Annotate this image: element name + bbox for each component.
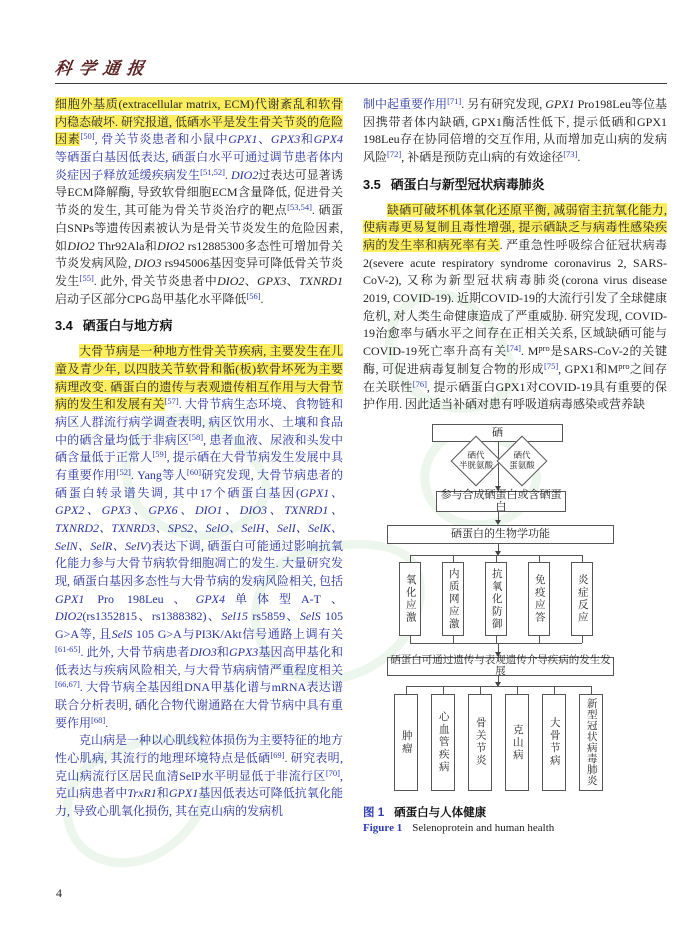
diamond-label-line: 硒代: [513, 449, 531, 460]
text-segment: GPX3: [228, 644, 259, 659]
flow-connector: [480, 686, 481, 694]
reference-superscript: [50]: [80, 131, 95, 142]
paragraph-keshan: [55, 732, 343, 820]
flow-connector: [517, 686, 518, 694]
text-segment: 等硒蛋白基因低表达, 硒蛋白水平可通过调节患者体内炎症因子释放延缓疾病发生: [55, 150, 343, 182]
text-segment: 之间存在关联性: [363, 361, 667, 394]
text-segment: rs12885300多态性可增加骨关节炎发病风险,: [55, 238, 343, 271]
reference-superscript: [76]: [412, 378, 427, 389]
flow-connector: [496, 555, 497, 562]
flow-box-keshan-disease: 克山病: [505, 694, 529, 791]
text-segment: 、: [286, 273, 299, 288]
two-column-body: [55, 96, 667, 836]
figure-label-zh: 图 1: [363, 806, 385, 819]
text-segment: 是SARS-CoV-2的关键酶, 可促进病毒复制复合物的形成: [363, 344, 667, 376]
left-column: [55, 96, 343, 836]
text-segment: 大骨节病是一种地方性骨关节疾病, 主要发生在儿童及青少年, 以四肢关节软骨和骺(板)软骨坏死为主要病理改变. 硒蛋白的遗传与表观遗传相互作用与大骨节病的发生和发展有关: [55, 344, 343, 412]
text-segment: pro: [618, 360, 630, 371]
section-heading-3-5: [363, 176, 667, 195]
text-segment: , 提示硒在大骨节病发生发展中具有重要作用: [55, 450, 343, 482]
text-segment: GPX1、GPX2、GPX3、GPX6、DIO1、DIO3、TXNRD1、TXNRD2、TXNRD3、SPS2、SelO、SelH、SelI、SelK、SelN、SelR、SelV: [55, 485, 343, 553]
masthead: [55, 54, 667, 79]
text-segment: 细胞外基质(extracellular matrix, ECM)代谢紊乱和软骨内稳态破坏. 研究报道, 低硒水平是发生骨关节炎的危险因素: [55, 97, 344, 147]
reference-superscript: [57]: [164, 396, 179, 407]
flow-connector: [582, 636, 583, 643]
flow-connector: [591, 686, 592, 694]
text-segment: 缺硒可破坏机体氧化还原平衡, 减弱宿主抗氧化能力, 使病毒更易复制且毒性增强, 提示硒缺乏与病毒性感染疾病的发生率和病死率有关: [363, 202, 667, 252]
flow-connector: [410, 555, 411, 562]
section-heading-3-4: [55, 317, 343, 336]
text-segment: Pro 198Leu、: [84, 591, 196, 606]
flow-box-inflammatory-response: 炎症反应: [571, 562, 593, 636]
figure-title-en: Selenoprotein and human health: [412, 822, 555, 835]
text-segment: 研究发现, 大骨节病患者的硒蛋白转录谱失调, 其中17个硒蛋白基因(: [55, 467, 343, 500]
text-segment: 启动子区部分CPG岛甲基化水平降低: [55, 291, 247, 306]
flow-connector: [410, 643, 582, 644]
flow-connector: [498, 512, 499, 520]
text-segment: 、: [244, 273, 258, 288]
text-segment: . M: [521, 344, 539, 359]
text-segment: 基因低表达可降低抗氧化能力, 导致心肌氧化损伤, 其在克山病的发病机: [55, 786, 343, 818]
masthead-rule: [55, 83, 667, 84]
text-segment: . 研究表明, 克山病流行区居民血清SelP水平明显低于非流行区: [55, 750, 343, 783]
flow-box-kashin-beck-disease: 大骨节病: [542, 694, 566, 791]
flow-connector: [406, 686, 591, 687]
flow-box-cardiovascular-disease: 心血管疾病: [431, 694, 455, 791]
text-segment: . 大骨节病生态环境、食物链和病区人群流行病学调查表明, 病区饮用水、土壤和食品中的硒含量均低于非病区: [55, 397, 343, 447]
text-segment: 、: [257, 132, 271, 147]
flow-connector: [406, 686, 407, 694]
text-segment: GPX1: [228, 132, 258, 147]
text-segment: 105 G>A与PI3K/Akt信号通路上调有关: [132, 627, 343, 642]
reference-superscript: [70]: [325, 767, 340, 778]
section-title: 硒蛋白与地方病: [82, 318, 173, 334]
reference-superscript: [71]: [447, 96, 462, 106]
text-segment: , 提示硒蛋白GPX1对COVID-19具有重要的保护作用. 因此适当补硒对患有呼吸道病毒感染或营养缺: [363, 379, 667, 412]
reference-superscript: [66,67]: [55, 679, 80, 690]
paragraph-kashin-beck: [55, 343, 343, 732]
text-segment: , 补硒是预防克山病的有效途径: [401, 150, 564, 165]
text-segment: . 另有研究发现,: [461, 97, 546, 111]
section-number: 3.5: [363, 176, 381, 192]
text-segment: 基因高甲基化和低表达与疾病风险相关, 与大骨节病病情严重程度相关: [55, 644, 343, 677]
flow-connector: [410, 636, 411, 643]
flow-connector: [539, 636, 540, 643]
text-segment: DIO3: [134, 256, 162, 271]
text-segment: 单体型A-T、: [225, 591, 344, 606]
text-segment: DIO2: [55, 609, 83, 624]
text-segment: , GPX1和M: [558, 361, 619, 376]
text-segment: Thr92Ala和: [94, 238, 158, 253]
text-segment: TrxR1: [127, 786, 157, 801]
flow-connector: [496, 636, 497, 643]
paragraph-covid: [363, 202, 667, 414]
flow-box-disease-mediation: 硒蛋白可通过遗传与表观遗传介导疾病的发生发展: [387, 657, 614, 676]
text-segment: 105 G>A等, 且: [55, 609, 344, 642]
reference-superscript: [51,52]: [200, 166, 225, 177]
text-segment: .: [224, 167, 231, 182]
text-segment: SelS: [111, 627, 133, 642]
reference-superscript: [60]: [186, 466, 202, 477]
text-segment: pro: [538, 343, 550, 354]
flow-connector: [539, 555, 540, 562]
flow-connector: [443, 686, 444, 694]
reference-superscript: [53,54]: [287, 202, 312, 213]
reference-superscript: [59]: [152, 449, 167, 460]
reference-superscript: [68]: [91, 714, 106, 725]
diamond-label-line: 硒代: [467, 449, 485, 460]
text-segment: )表达下调, 硒蛋白可能通过影响抗氧化能力参与大骨节病软骨细胞凋亡的发生. 大量研究发现, 硒蛋白基因多态性与大骨节病的发病风险相关, 包括: [55, 538, 344, 589]
text-segment: GPX1: [545, 97, 575, 111]
text-segment: 过表达可显著诱导ECM降解酶, 导致软骨细胞ECM含量降低, 促进骨关节炎的发生, 其可能为骨关节炎治疗的靶点: [55, 167, 343, 218]
figure-caption-en: [363, 821, 667, 836]
text-segment: SelS: [299, 609, 321, 624]
text-segment: rs945006基因变异可降低骨关节炎发生: [55, 256, 343, 288]
flow-box-immune-response: 免疫应答: [528, 562, 550, 636]
flow-box-oxidative-stress: 氧化应激: [399, 562, 421, 636]
flow-box-osteoarthritis: 骨关节炎: [468, 694, 492, 791]
text-segment: GPX4: [195, 591, 225, 606]
text-segment: DIO2: [67, 238, 95, 253]
paragraph-osteoarthritis: [55, 96, 343, 308]
text-segment: . Yang等人: [130, 467, 187, 482]
text-segment: .: [260, 291, 264, 306]
text-segment: 和: [216, 644, 229, 659]
text-segment: 制中起重要作用: [363, 97, 448, 111]
flow-connector: [453, 555, 454, 562]
text-segment: DIO3: [189, 644, 217, 659]
diamond-label-line: 半胱氨酸: [458, 460, 493, 471]
flow-box-antioxidant-defense: 抗氧化防御: [485, 562, 507, 636]
flow-box-er-stress: 内质网应激: [442, 562, 464, 636]
reference-superscript: [73]: [563, 149, 578, 160]
text-segment: . 此外, 大骨节病患者: [80, 644, 190, 659]
text-segment: (rs1352815、rs1388382)、: [82, 609, 222, 624]
reference-superscript: [58]: [188, 431, 204, 442]
flow-box-synthesis: 参与合成硒蛋白或含硒蛋白: [436, 491, 566, 512]
text-segment: . 此外, 骨关节炎患者中: [93, 273, 218, 288]
paragraph-keshan-continued: [363, 96, 667, 167]
text-segment: .: [105, 715, 109, 730]
section-number: 3.4: [55, 318, 73, 334]
text-segment: , 患者血液、尿液和头发中硒含量低于正常人: [55, 432, 343, 465]
text-segment: DIO2: [231, 167, 259, 182]
text-segment: DIO2: [157, 238, 185, 253]
reference-superscript: [74]: [506, 343, 522, 354]
reference-superscript: [52]: [116, 466, 131, 477]
journal-logo: 科学通报: [53, 59, 153, 78]
flow-box-selenium: 硒: [432, 424, 563, 442]
section-title: 硒蛋白与新型冠状病毒肺炎: [390, 176, 545, 192]
flow-connector: [498, 544, 499, 551]
figure-caption: [363, 806, 667, 836]
right-column: [363, 96, 667, 836]
figure-label-en: Figure 1: [363, 822, 403, 835]
text-segment: GPX3: [270, 132, 301, 147]
reference-superscript: [75]: [543, 360, 559, 371]
flow-connector: [582, 555, 583, 562]
text-segment: 和: [300, 132, 314, 147]
text-segment: 和: [156, 786, 169, 801]
flow-box-covid-pneumonia: 新型冠状病毒肺炎: [579, 694, 603, 791]
text-segment: . 硒蛋白SNPs等遗传因素被认为是骨关节炎发生的危险因素, 如: [55, 203, 343, 253]
diamond-label-line: 蛋氨酸: [509, 460, 535, 471]
page-number: 4: [56, 886, 62, 900]
selenoprotein-flowchart: [363, 424, 667, 793]
text-segment: .: [577, 150, 581, 165]
text-segment: , 骨关节炎患者和小鼠中: [94, 132, 229, 147]
flow-diamond-label-selenomethionine: [495, 450, 549, 470]
text-segment: , 克山病患者中: [55, 768, 343, 801]
text-segment: TXNRD1: [298, 273, 343, 288]
text-segment: DIO2: [217, 273, 245, 288]
figure-caption-zh: [363, 806, 667, 822]
text-segment: GPX1: [168, 786, 199, 801]
flow-connector: [453, 636, 454, 643]
reference-superscript: [61-65]: [55, 643, 81, 654]
text-segment: rs5859、: [248, 609, 300, 624]
flow-connector: [498, 643, 499, 652]
text-segment: . 大骨节病全基因组DNA甲基化谱与mRNA表达谱联合分析表明, 硒化合物代谢通路在大骨节病中具有重要作用: [55, 680, 343, 730]
flow-connector: [554, 686, 555, 694]
flow-box-biological-function: 硒蛋白的生物学功能: [387, 525, 614, 544]
reference-superscript: [69]: [270, 749, 285, 760]
text-segment: GPX4: [313, 132, 343, 147]
text-segment: Pro198Leu等位基因携带者体内缺硒, GPX1酶活性低下, 提示低硒和GPX1 198Leu存在协同倍增的交互作用, 从而增加克山病的发病风险: [363, 97, 667, 165]
text-segment: 克山病是一种以心肌线粒体损伤为主要特征的地方性心肌病, 其流行的地理环境特点是低硒: [55, 733, 344, 765]
flow-box-tumor: 肿瘤: [394, 694, 418, 791]
text-segment: Sel15: [221, 609, 248, 624]
text-segment: GPX1: [55, 591, 85, 606]
figure-1: [363, 424, 667, 836]
text-segment: GPX3: [257, 273, 287, 288]
text-segment: . 严重急性呼吸综合征冠状病毒2(severe acute respiratory syndrome coronavirus 2, SARS-CoV-2), 又称为新型冠状病毒肺炎(corona virus disease 2019, COVID-19). 近期COVID-19的大流行引发了全球健康危机, 对人类生命健康造成了严重威胁. 研究发现, COVID-19治愈率与硒水平之间存在正相关关系, 区域缺硒可能与COVID-19死亡率升高有关: [363, 238, 667, 359]
figure-title-zh: 硒蛋白与人体健康: [394, 806, 487, 819]
reference-superscript: [72]: [387, 149, 402, 160]
reference-superscript: [56]: [246, 290, 261, 301]
reference-superscript: [55]: [79, 272, 94, 283]
